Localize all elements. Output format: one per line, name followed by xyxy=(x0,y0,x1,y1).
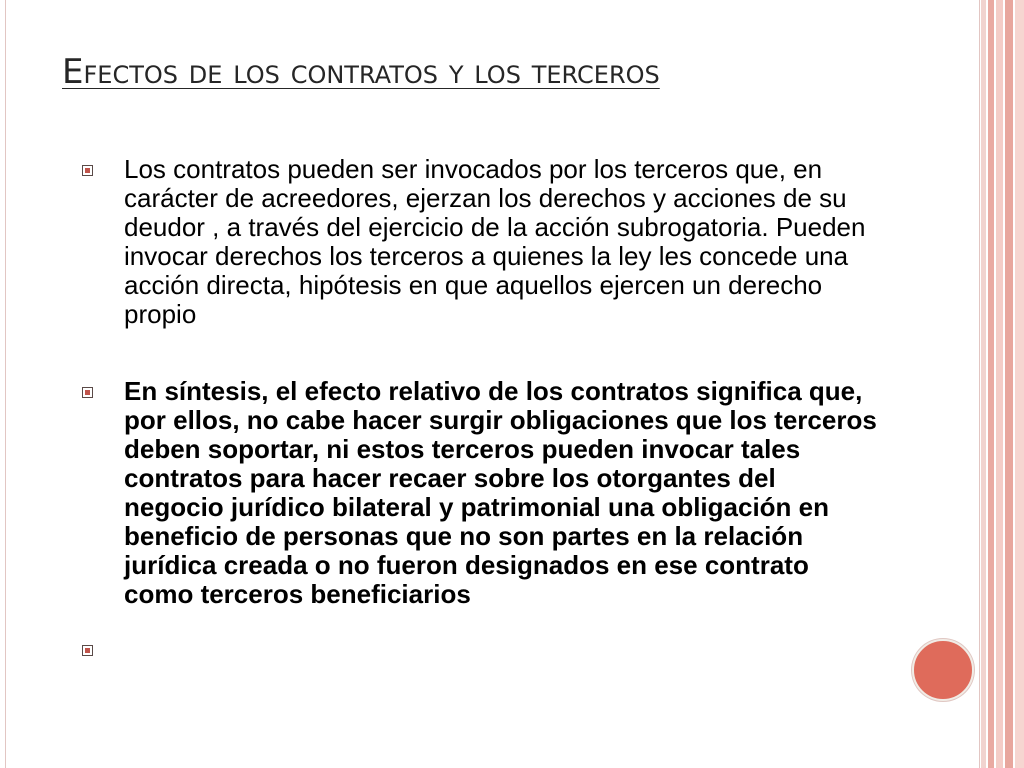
bullet-item xyxy=(78,155,878,329)
decorative-stripe xyxy=(1005,0,1013,768)
bullet-item xyxy=(78,635,878,664)
bullet-text: En síntesis, el efecto relativo de los contratos significa que, por ellos, no cabe hacer surgir obligaciones que los terceros deben soportar, ni estos terceros pueden invocar tales contratos para hacer recaer sobre los otorgantes del negocio jurídico bilateral y patrimonial una obligación en beneficio de personas que no son partes en la relación jurídica creada o no fueron designados en ese contrato como terceros beneficiarios xyxy=(124,376,877,609)
decorative-stripe xyxy=(1015,0,1024,768)
square-bullet-icon xyxy=(82,387,93,398)
decorative-stripe xyxy=(981,0,986,768)
slide-title: Efectos de los contratos y los terceros xyxy=(62,52,660,92)
bullet-item xyxy=(78,377,878,609)
square-bullet-icon xyxy=(82,165,93,176)
decorative-stripe xyxy=(988,0,994,768)
decorative-circle xyxy=(912,639,974,701)
square-bullet-icon xyxy=(82,645,93,656)
bullet-text: Los contratos pueden ser invocados por los terceros que, en carácter de acreedores, ejerzan los derechos y acciones de su deudor , a través del ejercicio de la acción subrogatoria. Pueden invocar derechos los terceros a quienes la ley les concede una acción directa, hipótesis en que aquellos ejercen un derecho propio xyxy=(124,154,866,329)
bullet-list xyxy=(78,155,878,664)
decorative-stripe xyxy=(996,0,1003,768)
